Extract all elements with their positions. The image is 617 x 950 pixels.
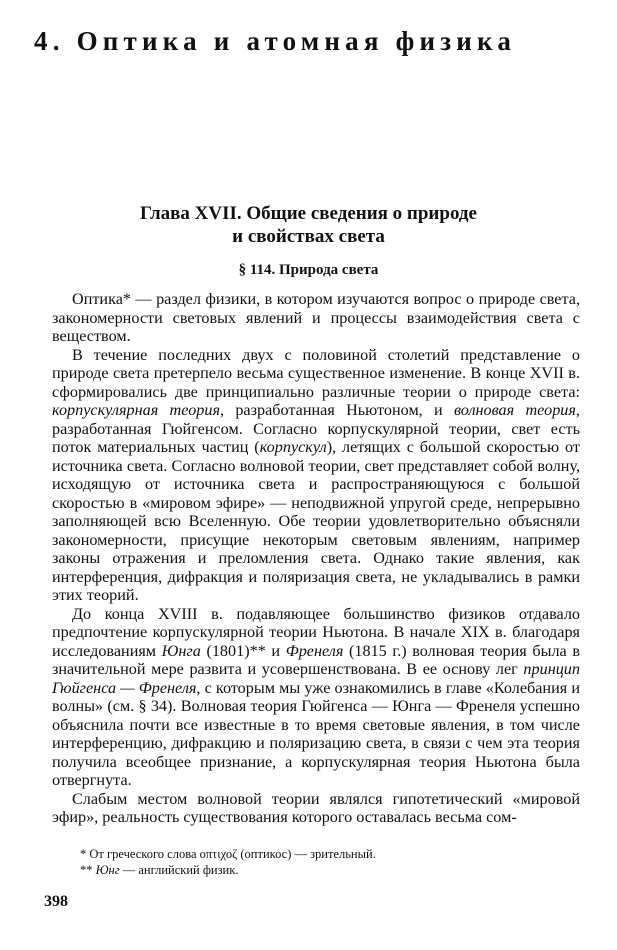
body-text [52, 290, 580, 827]
text-run: , разработанная Гюйгенсом. Согласно корпускулярной теории, свет есть поток материальных частиц ( [52, 401, 580, 456]
italic-term: Френеля [285, 641, 344, 660]
paragraph [52, 605, 580, 790]
page-number: 398 [44, 893, 68, 910]
text-run: До конца XVIII в. подавляющее большинство физиков отдавало предпочтение корпускулярной теории Ньютона. В начале XIX в. благодаря исследованиям [52, 604, 580, 660]
text-run: , с которым мы уже ознакомились в главе «Колебания и волны» (см. § 34). Волновая теория Гюйгенса — Юнга — Френеля успешно объяснила почти все известные в то время световые явления, в том числе интерференцию, дифракцию и поляризацию света, в связи с чем эта теория получила всеобщее признание, а корпускулярная теория Ньютона была отвергнута. [52, 678, 580, 789]
text-run: (1815 г.) волновая теория была в значительной мере развита и усовершенствована. В ее основу лег [52, 641, 580, 678]
italic-term: корпускул [259, 438, 327, 456]
chapter-title-line-2: и свойствах света [232, 226, 385, 247]
paragraph [52, 790, 580, 827]
text-run: * От греческого слова οπτιχοζ (оптикос) — зрительный. [80, 847, 376, 861]
text-run: Слабым местом волновой теории являлся гипотетический «мировой эфир», реальность существования которого оставалась весьма сом- [52, 789, 580, 826]
footnote [80, 846, 580, 862]
paragraph [52, 290, 580, 346]
italic-term: принцип Гюйгенса — Френеля [52, 660, 580, 697]
part-title: 4. Оптика и атомная физика [34, 26, 517, 56]
text-run: Оптика* — раздел физики, в котором изучаются вопрос о природе света, закономерности световых явлений и процессы взаимодействия света с веществом. [52, 290, 580, 345]
italic-term: Юнг [95, 863, 120, 877]
text-run: ), летящих с большой скоростью от источника света. Согласно волновой теории, свет представляет собой волну, исходящую от источника света и распространяющуюся с большой скоростью в «мировом эфире» — неподвижной упругой среде, непрерывно заполняющей всю Вселенную. Обе теории удовлетворительно объясняли закономерности, присущие некоторым световым явлениям, например законы отражения и преломления света. Однако такие явления, как интерференция, дифракция и поляризация света, не укладывались в рамки этих теорий. [52, 438, 581, 604]
text-run: — английский физик. [119, 863, 239, 877]
text-run: (1801)** и [200, 641, 286, 660]
italic-term: корпускулярная теория [52, 401, 220, 419]
text-run: В течение последних двух с половиной столетий представление о природе света претерпело весьма существенное изменение. В конце XVII в. сформировались две принципиально различные теории о природе света: [52, 345, 580, 401]
italic-term: Юнга [161, 641, 201, 660]
chapter-title [0, 202, 617, 248]
footnotes [80, 846, 580, 878]
text-run: , разработанная Ньютоном, и [220, 401, 454, 419]
section-title: § 114. Природа света [238, 262, 379, 278]
text-run: ** [80, 863, 96, 877]
paragraph [52, 346, 580, 605]
footnote [80, 862, 580, 878]
italic-term: волновая теория [453, 401, 576, 419]
chapter-title-line-1: Глава XVII. Общие сведения о природе [140, 203, 477, 224]
